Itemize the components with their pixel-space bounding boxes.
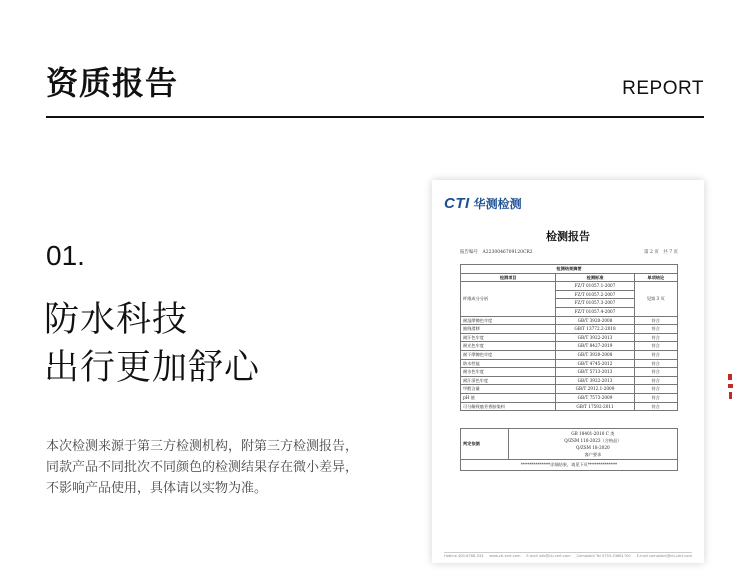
table-row (461, 385, 678, 394)
cell-standard: GB/T 3920-2008 (556, 350, 634, 359)
headline-line-2: 出行更加舒心 (44, 348, 261, 388)
cell-conclusion: 符合 (634, 316, 677, 325)
table-row (461, 316, 678, 325)
footer-item: Hotline 400-6788-333 (444, 554, 484, 558)
cell-item: 甲醛含量 (461, 385, 556, 394)
report-number: 报告编号 A2230046709120CR2 (460, 250, 533, 255)
footer-item: E-mail info@cti-cert.com (526, 554, 571, 558)
table-row (461, 342, 678, 351)
description-line: 不影响产品使用，具体请以实物为准。 (46, 481, 268, 496)
cell-conclusion: 符合 (634, 402, 677, 411)
report-title: 检测报告 (546, 230, 590, 243)
table-row (461, 402, 678, 411)
seal-fragment (728, 372, 734, 402)
fiber-standard: FZ/T 01057.4-2007 (556, 307, 634, 316)
table-row (461, 325, 678, 334)
seal-fragment-icon (728, 372, 734, 402)
cell-conclusion: 符合 (634, 342, 677, 351)
section-number: 01. (46, 240, 85, 271)
cell-conclusion: 符合 (634, 333, 677, 342)
basis-line: Q/ZSM 110-2023（合格品） (564, 438, 622, 443)
logo-cn-text: 华测检测 (473, 197, 522, 211)
page-title: 资质报告 (46, 64, 179, 102)
cell-standard: GB/T 17592-2011 (556, 402, 634, 411)
cell-standard: GB/T 5713-2013 (556, 368, 634, 377)
cell-item: 防水性能 (461, 359, 556, 368)
cell-conclusion: 符合 (634, 350, 677, 359)
basis-line: Q/ZSM 18-2020 (576, 445, 610, 450)
footer-item: www.cti-cert.com (489, 554, 521, 558)
cell-conclusion: 符合 (634, 368, 677, 377)
table-row (461, 376, 678, 385)
cell-standard: GB/T 3922-2013 (556, 376, 634, 385)
col-conclusion: 单项结论 (634, 273, 677, 282)
cell-item: 耐湿摩擦色牢度 (461, 316, 556, 325)
cell-conclusion: 符合 (634, 325, 677, 334)
fiber-standard: FZ/T 01057.1-2007 (556, 282, 634, 291)
cell-item: 耐汗渍色牢度 (461, 376, 556, 385)
fiber-item: 纤维成分分析 (461, 282, 556, 316)
fiber-conclusion: 见第 3 页 (634, 282, 677, 316)
cell-item: 抽缝滑移 (461, 325, 556, 334)
cell-standard: GB/T 2912.1-2009 (556, 385, 634, 394)
report-footer (444, 552, 692, 558)
cell-standard: GB/T 13772.2-2018 (556, 325, 634, 334)
test-report-image (432, 180, 704, 563)
cell-item: 耐干摩擦色牢度 (461, 350, 556, 359)
table-row (461, 460, 678, 471)
end-note: **************详细结果，请见下页************** (461, 460, 678, 471)
col-item: 检测项目 (461, 273, 556, 282)
cell-standard: GB/T 7573-2009 (556, 393, 634, 402)
table-row (461, 368, 678, 377)
summary-title: 检测结果摘要 (461, 265, 678, 274)
table-row (461, 282, 678, 291)
table-row (461, 350, 678, 359)
description-line: 同款产品不同批次不同颜色的检测结果存在微小差异， (46, 460, 359, 475)
basis-standards (508, 429, 677, 460)
table-row (461, 393, 678, 402)
cell-item: 耐水色牢度 (461, 368, 556, 377)
cell-item: 耐汗色牢度 (461, 333, 556, 342)
basis-label: 判定依据 (461, 429, 509, 460)
cell-conclusion: 符合 (634, 359, 677, 368)
header-divider (46, 116, 704, 118)
col-standard: 检测标准 (556, 273, 634, 282)
fiber-standard: FZ/T 01057.2-2007 (556, 290, 634, 299)
cell-item: 耐光色牢度 (461, 342, 556, 351)
table-row (461, 429, 678, 460)
basis-table (460, 428, 678, 471)
table-row (461, 333, 678, 342)
cell-standard: GB/T 3922-2013 (556, 333, 634, 342)
description-line: 本次检测来源于第三方检测机构，附第三方检测报告， (46, 439, 359, 454)
cell-standard: GB/T 8427-2019 (556, 342, 634, 351)
cell-conclusion: 符合 (634, 376, 677, 385)
table-row (461, 359, 678, 368)
basis-line: GB 18401-2010 C 类 (571, 431, 615, 436)
cell-item: 可分解致癌芳香胺染料 (461, 402, 556, 411)
footer-item: E-mail complaint@cti-cert.com (636, 554, 692, 558)
report-page: 第 2 页 共 7 页 (644, 250, 678, 255)
cti-logo (444, 195, 522, 212)
cell-conclusion: 符合 (634, 393, 677, 402)
description (46, 436, 386, 499)
page-title-en: REPORT (622, 78, 704, 99)
cell-standard: GB/T 3920-2008 (556, 316, 634, 325)
basis-line: 客户要求 (584, 452, 602, 457)
cell-item: pH 值 (461, 393, 556, 402)
cell-conclusion: 符合 (634, 385, 677, 394)
fiber-standard: FZ/T 01057.3-2007 (556, 299, 634, 308)
headline-line-1: 防水科技 (44, 300, 189, 340)
logo-cti-text: CTI (444, 195, 470, 212)
results-table (460, 264, 678, 411)
footer-item: Complaint Tel 0755-33681700 (576, 554, 631, 558)
cell-standard: GB/T 4745-2012 (556, 359, 634, 368)
